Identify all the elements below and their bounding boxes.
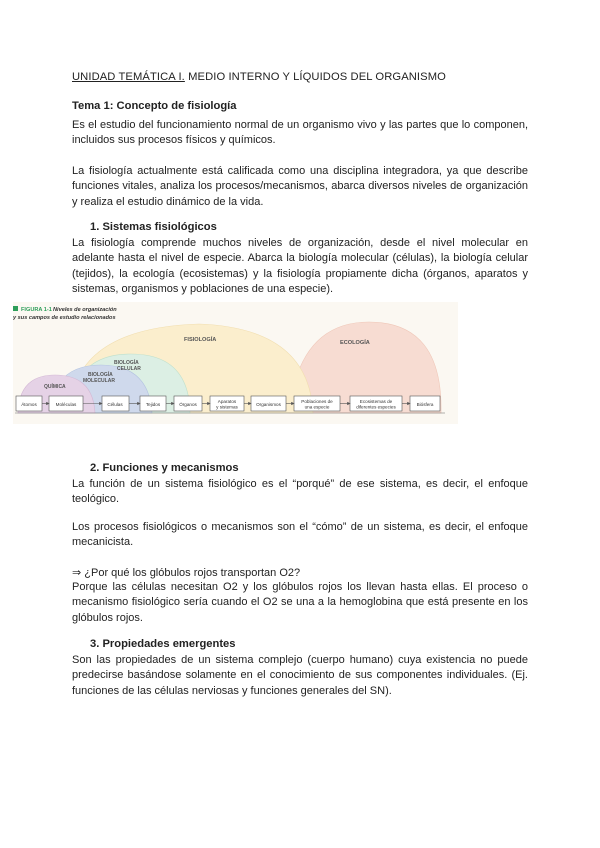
section-2-heading: 2. Funciones y mecanismos <box>90 462 239 474</box>
physiology-label: FISIOLOGÍA <box>184 337 217 343</box>
chemistry-label: QUÍMICA <box>44 384 66 390</box>
function-paragraph: La función de un sistema fisiológico es el “porqué” de ese sistema, es decir, el enfoque teológico. <box>72 478 528 506</box>
figure-title-line-1: Niveles de organización <box>53 307 117 313</box>
definition-paragraph: Es el estudio del funcionamiento normal de un organismo vivo y las partes que lo componen, incluidos sus procesos físicos y químicos. <box>72 119 528 147</box>
cell-biology-label-1: BIOLOGÍA <box>114 360 139 366</box>
section-1-heading: 1. Sistemas fisiológicos <box>90 221 217 233</box>
molecules-label: Moléculas <box>55 402 77 407</box>
answer-paragraph: Porque las células necesitan O2 y los glóbulos rojos los llevan hasta ellas. El proceso o mecanismo fisiológico sería cuando el O2 se una a la hemoglobina que está presente en los glóbulos rojos. <box>72 581 528 624</box>
populations-label-1: Poblaciones de <box>301 399 333 404</box>
biosphere-label: Biósfera <box>416 402 434 407</box>
figure-tag-marker <box>13 306 18 311</box>
populations-label-2: una especie <box>304 404 330 410</box>
mechanism-paragraph: Los procesos fisiológicos o mecanismos son el “cómo” de un sistema, es decir, el enfoque mecanicista. <box>72 521 528 549</box>
molecular-biology-label-2: MOLECULAR <box>83 378 115 384</box>
figure-tag: FIGURA 1-1 <box>21 307 52 313</box>
ecosystems-label-1: Ecosistemas de <box>359 399 393 404</box>
section-3-heading: 3. Propiedades emergentes <box>90 638 236 650</box>
organization-levels-figure <box>13 302 458 424</box>
atoms-label: Átomos <box>21 402 37 407</box>
ecosystems-label-2: diferentes especies <box>356 404 396 410</box>
cell-biology-label-2: CELULAR <box>117 366 141 372</box>
cells-label: Células <box>107 402 123 407</box>
question-line: ⇒ ¿Por qué los glóbulos rojos transportan O2? <box>72 567 301 579</box>
molecular-biology-label-1: BIOLOGÍA <box>88 372 113 378</box>
organisms-label: Organismos <box>256 402 281 407</box>
organs-label: Órganos <box>179 402 197 407</box>
ecology-label: ECOLOGÍA <box>340 340 370 346</box>
figure-title-line-2: y sus campos de estudio relacionados <box>13 315 116 321</box>
tema-heading: Tema 1: Concepto de fisiología <box>72 100 237 112</box>
tissues-label: Tejidos <box>145 402 161 407</box>
integration-paragraph: La fisiología actualmente está calificada como una disciplina integradora, ya que describe funciones vitales, analiza los procesos/mecanismos, abarca diversos niveles de organización y realiza el estudio dinámico de la vida. <box>72 165 528 208</box>
systems-label-2: y sistemas <box>216 404 238 410</box>
unit-title <box>72 71 446 83</box>
section-1-paragraph: La fisiología comprende muchos niveles de organización, desde el nivel molecular en adelante hasta el nivel de especie. Abarca la biología molecular (células), la biología celular (tejidos), la ecología (ecosistemas) y la fisiología propiamente dicha (órganos, aparatos y sistemas, organismos y poblaciones de una especie). <box>72 237 528 296</box>
figure-graphic <box>13 302 458 424</box>
systems-label-1: Aparatos <box>217 399 237 404</box>
section-3-paragraph: Son las propiedades de un sistema complejo (cuerpo humano) cuya existencia no puede predecirse basándose solamente en el conocimiento de sus componentes individuales. (Ej. funciones de las células nerviosas y funciones generales del SN). <box>72 654 528 697</box>
unit-title-underlined: UNIDAD TEMÁTICA I. <box>72 71 185 83</box>
unit-title-rest: MEDIO INTERNO Y LÍQUIDOS DEL ORGANISMO <box>184 71 446 83</box>
